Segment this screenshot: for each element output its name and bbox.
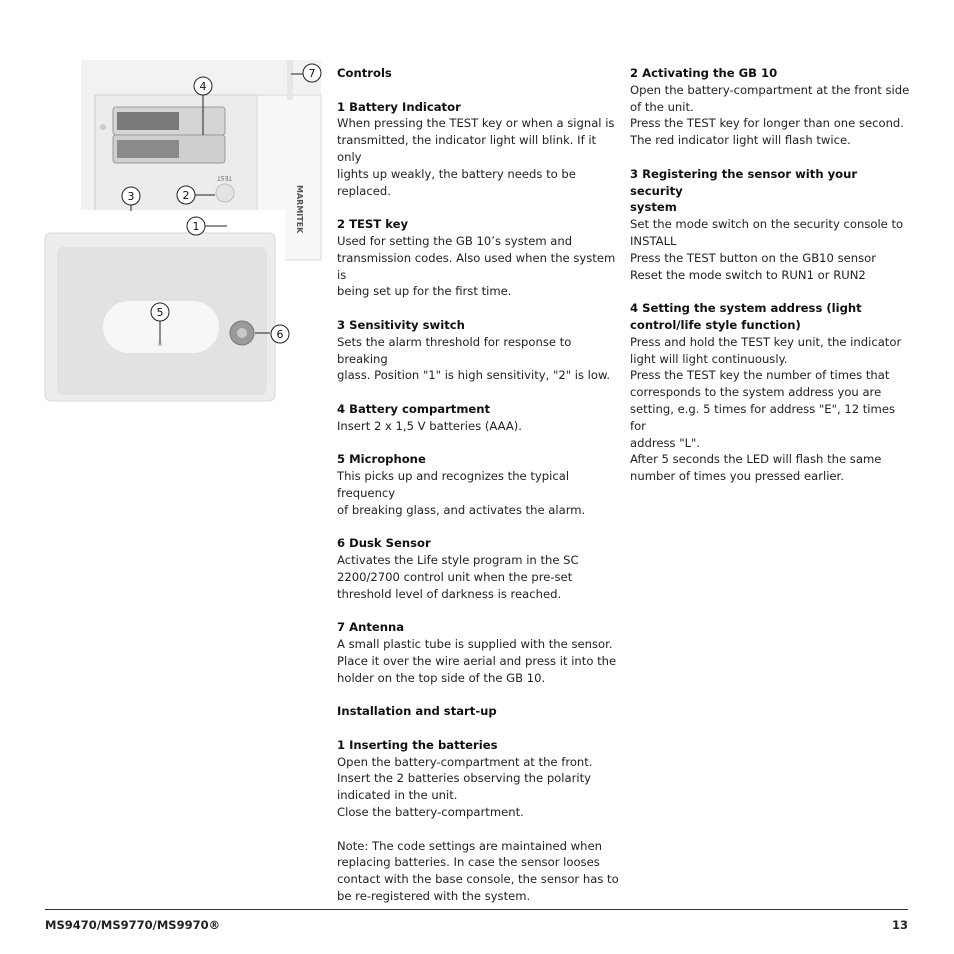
body-line: Reset the mode switch to RUN1 or RUN2	[630, 267, 866, 282]
device-figure	[35, 55, 335, 420]
body-line: of the unit.	[630, 99, 694, 114]
section-note	[337, 838, 619, 905]
body-line: number of times you pressed earlier.	[630, 469, 844, 484]
body-line: Sets the alarm threshold for response to breaking	[337, 334, 572, 366]
section-battery-indicator	[337, 99, 619, 200]
device-illustration	[35, 55, 335, 420]
section-heading: 6 Dusk Sensor	[337, 536, 431, 551]
battery-bottom-label	[117, 140, 179, 158]
section-heading: 2 TEST key	[337, 217, 409, 232]
body-line: After 5 seconds the LED will flash the same	[630, 452, 882, 467]
body-line: being set up for the first time.	[337, 284, 512, 299]
antenna-holder	[287, 60, 293, 100]
callout-7	[303, 64, 321, 82]
section-sensitivity-switch	[337, 317, 619, 384]
callout-6	[271, 325, 289, 343]
body-line: Press the TEST key for longer than one second.	[630, 116, 904, 131]
body-line: setting, e.g. 5 times for address "E", 12 times for	[630, 401, 895, 433]
body-line: transmitted, the indicator light will blink. If it only	[337, 133, 597, 164]
section-activating	[630, 65, 910, 149]
body-line: Insert the 2 batteries observing the polarity	[337, 771, 591, 786]
callout-3	[122, 187, 140, 205]
body-line: Activates the Life style program in the SC	[337, 553, 579, 568]
body-line: be re-registered with the system.	[337, 889, 531, 904]
body-line: Press the TEST key the number of times that	[630, 368, 890, 383]
callout-2-number: 2	[182, 189, 190, 202]
section-heading: 3 Sensitivity switch	[337, 317, 465, 332]
section-registering	[630, 166, 910, 284]
callout-5-number: 5	[156, 306, 164, 319]
section-heading: 2 Activating the GB 10	[630, 66, 778, 80]
section-heading: 4 Setting the system address (light	[630, 301, 862, 316]
footer-divider	[45, 909, 908, 910]
body-line: Open the battery-compartment at the front.	[337, 754, 593, 769]
callout-1-number: 1	[192, 220, 200, 233]
battery-top-label	[117, 112, 179, 130]
screw-hole	[100, 124, 106, 130]
body-line: replacing batteries. In case the sensor looses	[337, 855, 600, 870]
callout-4	[194, 77, 212, 95]
callout-4-number: 4	[199, 80, 207, 93]
callout-5	[151, 303, 169, 321]
body-line: holder on the top side of the GB 10.	[337, 670, 546, 685]
callout-6-number: 6	[276, 328, 284, 341]
section-microphone	[337, 451, 619, 518]
body-line: threshold level of darkness is reached.	[337, 586, 562, 601]
section-heading: 5 Microphone	[337, 452, 426, 467]
body-line: corresponds to the system address you are	[630, 385, 882, 400]
section-heading: 4 Battery compartment	[337, 401, 491, 416]
body-line: Insert 2 x 1,5 V batteries (AAA).	[337, 418, 522, 433]
section-heading: system	[630, 200, 677, 215]
section-antenna	[337, 619, 619, 686]
section-heading: 1 Battery Indicator	[337, 99, 461, 114]
section-inserting-batteries	[337, 737, 619, 821]
section-battery-compartment	[337, 401, 619, 435]
callout-1	[187, 217, 205, 235]
body-line: Close the battery-compartment.	[337, 805, 524, 820]
footer-model: MS9470/MS9770/MS9970®	[45, 918, 221, 932]
page-number: 13	[891, 918, 908, 932]
body-line: This picks up and recognizes the typical frequency	[337, 469, 570, 500]
callout-3-number: 3	[127, 190, 135, 203]
section-heading: 7 Antenna	[337, 620, 405, 635]
body-line: Open the battery-compartment at the front side	[630, 82, 910, 97]
test-key	[216, 184, 234, 202]
body-line: Press and hold the TEST key unit, the indicator	[630, 334, 902, 349]
section-system-address	[630, 300, 910, 485]
body-line: replaced.	[337, 183, 391, 198]
body-line: When pressing the TEST key or when a signal is	[337, 116, 615, 131]
body-line: contact with the base console, the sensor has to	[337, 872, 619, 887]
callout-2	[177, 186, 195, 204]
section-heading: 3 Registering the sensor with your security	[630, 166, 858, 198]
body-line: indicated in the unit.	[337, 788, 458, 803]
device-brand-text: MARMITEK	[295, 185, 304, 234]
body-line: address "L".	[630, 435, 701, 450]
installation-heading: Installation and start-up	[337, 704, 497, 719]
body-line: 2200/2700 control unit when the pre-set	[337, 569, 573, 584]
dusk-sensor-lens	[237, 328, 247, 338]
right-column	[630, 65, 910, 502]
section-heading: 1 Inserting the batteries	[337, 737, 498, 752]
section-dusk-sensor	[337, 535, 619, 602]
body-line: INSTALL	[630, 233, 677, 248]
body-line: A small plastic tube is supplied with the sensor.	[337, 637, 613, 652]
body-line: Set the mode switch on the security console to	[630, 217, 904, 232]
middle-column	[337, 65, 619, 922]
body-line: The red indicator light will flash twice.	[630, 133, 851, 148]
body-line: of breaking glass, and activates the alarm.	[337, 502, 586, 517]
body-line: lights up weakly, the battery needs to be	[337, 166, 576, 181]
body-line: Note: The code settings are maintained when	[337, 838, 602, 853]
body-line: Used for setting the GB 10’s system and	[337, 233, 573, 248]
body-line: light will light continuously.	[630, 351, 788, 366]
section-heading: control/life style function)	[630, 317, 801, 332]
callout-7-number: 7	[308, 67, 316, 80]
body-line: transmission codes. Also used when the system is	[337, 250, 616, 282]
body-line: Place it over the wire aerial and press it into the	[337, 653, 617, 668]
body-line: Press the TEST button on the GB10 sensor	[630, 250, 877, 265]
section-test-key	[337, 216, 619, 300]
device-test-label: TEST	[217, 174, 232, 181]
controls-heading: Controls	[337, 66, 392, 80]
body-line: glass. Position "1" is high sensitivity, "2" is low.	[337, 368, 611, 383]
